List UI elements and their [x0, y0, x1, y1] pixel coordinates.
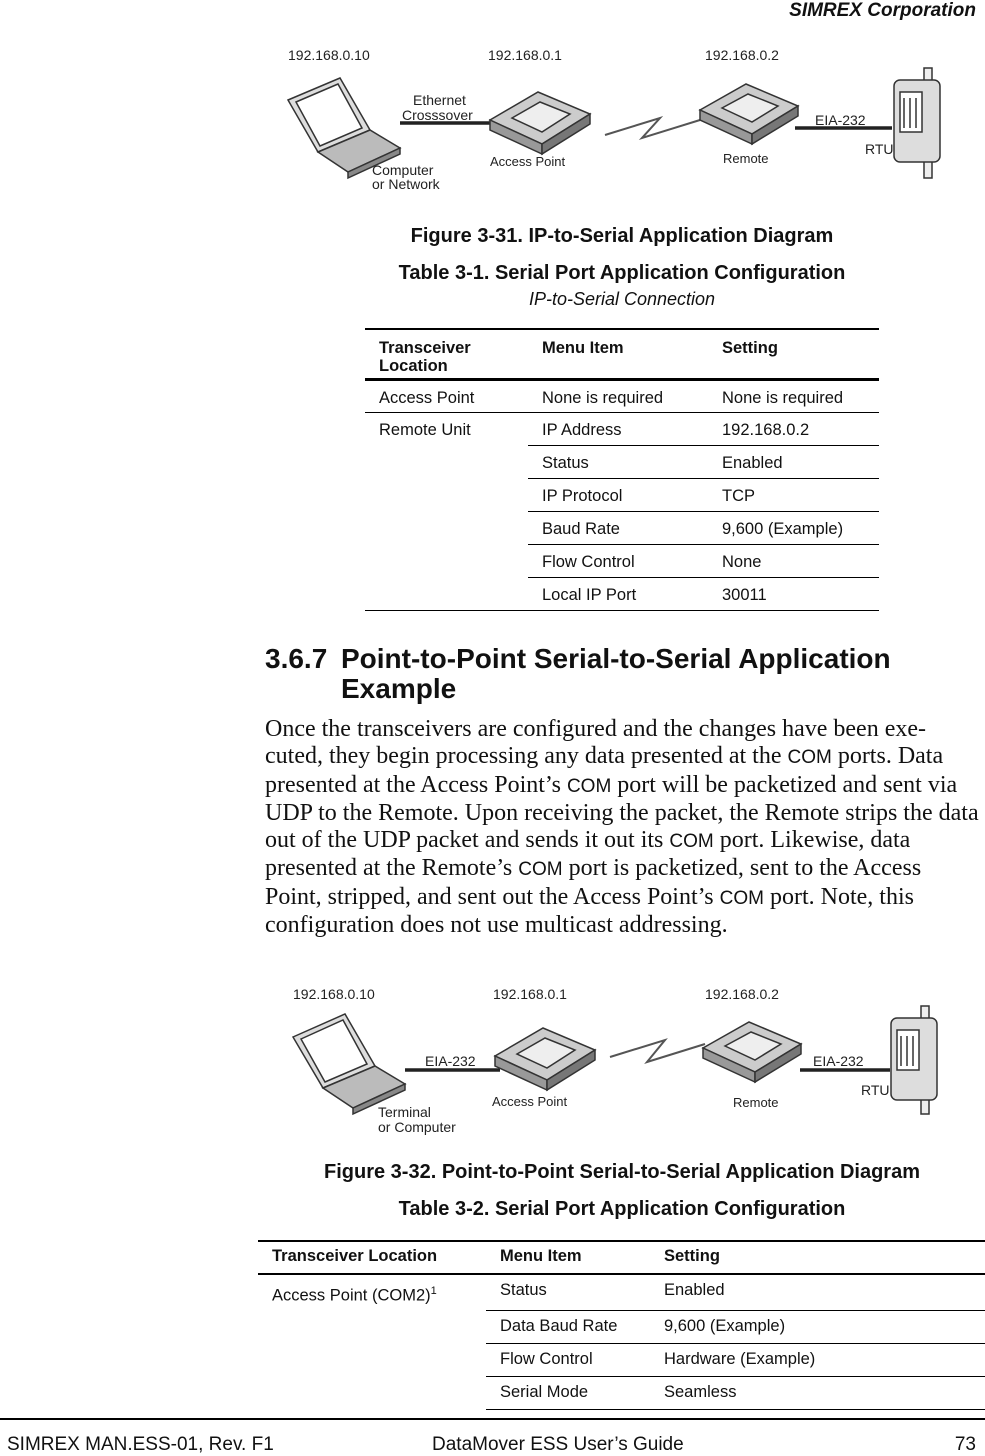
t1-header-location: Transceiver Location — [365, 329, 528, 379]
serial-to-serial-diagram — [285, 982, 960, 1142]
fig2-ap-label: Access Point — [492, 1094, 568, 1109]
fig1-ip-mid: 192.168.0.1 — [488, 47, 562, 63]
table1-subtitle: IP-to-Serial Connection — [528, 289, 716, 309]
t2-header-item: Menu Item — [486, 1241, 650, 1274]
table-row: Flow Control None — [365, 544, 879, 577]
fig1-remote-label: Remote — [723, 151, 769, 166]
fig1-left-line1: Computer — [372, 162, 434, 178]
table-row: Baud Rate 9,600 (Example) — [365, 511, 879, 544]
fig2-ip-right: 192.168.0.2 — [705, 986, 779, 1002]
table-row: Status Enabled — [365, 445, 879, 478]
rtu-enclosure-icon — [891, 1006, 937, 1114]
table-row: Access Point $(COM2)^1$ Status Enabled — [258, 1274, 985, 1310]
t1-header-setting: Setting — [708, 329, 879, 379]
fig1-left-line2: or Network — [372, 176, 440, 192]
table-row: Serial Mode Seamless — [258, 1376, 985, 1409]
fig2-left-line1: Terminal — [378, 1104, 431, 1120]
rtu-enclosure-icon — [894, 68, 940, 178]
footer-doc-id: SIMREX MAN.ESS-01, Rev. F1 — [7, 1434, 274, 1455]
fig1-ip-right: 192.168.0.2 — [705, 47, 779, 63]
footer-page-number: 73 — [954, 1434, 976, 1455]
table1 — [365, 328, 879, 611]
access-point-icon — [490, 92, 590, 154]
fig1-rtu-label: RTU — [865, 141, 894, 157]
fig1-link-line1: Ethernet — [413, 92, 466, 108]
table-row: Local IP Port 30011 — [365, 577, 879, 610]
section-heading: 3.6.7 Point-to-Point Serial-to-Serial Application Example — [265, 643, 891, 704]
ip-to-serial-diagram — [280, 40, 960, 195]
wireless-link-icon — [610, 1040, 705, 1062]
section-body: Once the transceivers are configured and the changes have been exe-cuted, they begin processing any data presented at the COM ports. Data presented at the Access Point’s COM port will be packetized and sent via UDP to the Remote. Upon receiving the packet, the Remote strips the data out of the UDP packet and sends it out its COM port. Likewise, data presented at the Remote’s COM port is packetized, sent to the Access Point, stripped, and sent out the Access Point’s COM port. Note, this configuration does not use multicast addressing. — [265, 716, 979, 939]
remote-radio-icon — [703, 1022, 801, 1082]
table-row: Data Baud Rate 9,600 (Example) — [258, 1310, 985, 1343]
table-row: Remote Unit IP Address 192.168.0.2 — [365, 412, 879, 445]
laptop-icon — [293, 1014, 405, 1114]
fig1-link-line2: Crosssover — [402, 107, 473, 123]
fig2-rtu-link-label: EIA-232 — [813, 1053, 864, 1069]
fig1-ap-label: Access Point — [490, 154, 566, 169]
page-footer — [0, 1418, 985, 1455]
fig2-ip-left: 192.168.0.10 — [293, 986, 375, 1002]
table2 — [258, 1240, 985, 1410]
fig1-rtu-link-label: EIA-232 — [815, 112, 866, 128]
t1-header-item: Menu Item — [528, 329, 708, 379]
figure2-caption: Figure 3-32. Point-to-Point Serial-to-Serial Application Diagram — [324, 1161, 920, 1183]
figure1-caption: Figure 3-31. IP-to-Serial Application Diagram — [410, 225, 834, 247]
fig2-ip-mid: 192.168.0.1 — [493, 986, 567, 1002]
table-row: Access Point None is required None is required — [365, 379, 879, 412]
fig2-remote-label: Remote — [733, 1095, 779, 1110]
fig2-rtu-label: RTU — [861, 1082, 890, 1098]
t2-header-location: Transceiver Location — [258, 1241, 486, 1274]
table-row: Flow Control Hardware (Example) — [258, 1343, 985, 1376]
table2-title: Table 3-2. Serial Port Application Configuration — [398, 1198, 846, 1220]
t2-location: Access Point $(COM2)^1$ — [272, 1285, 437, 1305]
footer-title: DataMover ESS User’s Guide — [432, 1434, 684, 1455]
fig1-ip-left: 192.168.0.10 — [288, 47, 370, 63]
fig2-left-line2: or Computer — [378, 1119, 456, 1135]
t2-header-setting: Setting — [650, 1241, 985, 1274]
company-header: SIMREX Corporation — [789, 0, 976, 21]
table-row: IP Protocol TCP — [365, 478, 879, 511]
fig2-link-label: EIA-232 — [425, 1053, 476, 1069]
table1-title: Table 3-1. Serial Port Application Configuration — [398, 262, 846, 284]
remote-radio-icon — [700, 84, 798, 144]
wireless-link-icon — [605, 118, 700, 138]
access-point-icon — [495, 1028, 595, 1090]
